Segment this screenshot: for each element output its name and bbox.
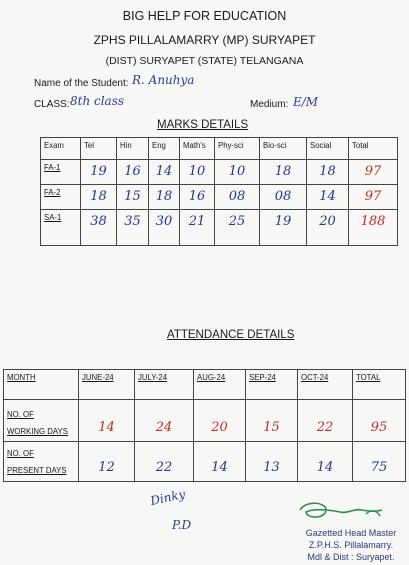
stamp-line2: Z.P.H.S. Pillalamarry. — [308, 540, 394, 550]
row-label-line1: NO. OF — [7, 449, 34, 458]
attendance-cell: 22 — [298, 400, 353, 442]
mark-cell: 15 — [117, 185, 149, 210]
row-label-present-days — [4, 442, 79, 482]
attendance-cell: 14 — [194, 442, 246, 482]
mark-cell: 16 — [180, 185, 215, 210]
mark-cell: 14 — [149, 160, 180, 185]
exam-label: FA-1 — [41, 160, 81, 185]
marks-header-row — [41, 138, 398, 160]
student-name-value: R. Anuhya — [132, 73, 195, 87]
col-header-maths: Math's — [180, 138, 215, 160]
mark-cell: 10 — [215, 160, 260, 185]
mark-cell: 35 — [117, 210, 149, 246]
exam-label: FA-2 — [41, 185, 81, 210]
row-label-line2: PRESENT DAYS — [7, 466, 67, 475]
table-row — [4, 400, 406, 442]
mark-cell: 14 — [307, 185, 349, 210]
mark-cell: 08 — [215, 185, 260, 210]
student-name-label: Name of the Student: — [34, 78, 129, 89]
col-header-physci: Phy-sci — [215, 138, 260, 160]
attendance-table — [3, 369, 406, 482]
col-header-tel: Tel — [81, 138, 117, 160]
col-header-july: JULY-24 — [135, 370, 194, 400]
parent-signature-scribble: Dinky — [149, 486, 187, 508]
medium-label: Medium: — [250, 99, 289, 110]
parent-signature — [149, 486, 192, 532]
mark-cell: 25 — [215, 210, 260, 246]
mark-cell: 19 — [260, 210, 307, 246]
col-header-exam: Exam — [41, 138, 81, 160]
medium-value: E/M — [293, 95, 319, 109]
mark-cell: 21 — [180, 210, 215, 246]
table-row — [4, 442, 406, 482]
mark-cell: 16 — [117, 160, 149, 185]
col-header-sep: SEP-24 — [246, 370, 298, 400]
col-header-june: JUNE-24 — [79, 370, 135, 400]
col-header-eng: Eng — [149, 138, 180, 160]
row-label-line1: NO. OF — [7, 410, 34, 419]
class-value: 8th class — [70, 94, 125, 108]
row-label-working-days — [4, 400, 79, 442]
stamp-line1: Gazetted Head Master — [305, 528, 397, 538]
mark-cell: 18 — [149, 185, 180, 210]
attendance-cell: 14 — [79, 400, 135, 442]
col-header-hin: Hin — [117, 138, 149, 160]
col-header-aug: AUG-24 — [194, 370, 246, 400]
school-header-line2: ZPHS PILLALAMARRY (MP) SURYAPET — [93, 33, 316, 47]
col-header-att-total: TOTAL — [353, 370, 406, 400]
mark-cell: 38 — [81, 210, 117, 246]
attendance-cell: 14 — [298, 442, 353, 482]
mark-cell: 08 — [260, 185, 307, 210]
col-header-social: Social — [307, 138, 349, 160]
attendance-cell: 13 — [246, 442, 298, 482]
attendance-cell: 24 — [135, 400, 194, 442]
table-row — [41, 160, 398, 185]
headmaster-stamp — [296, 527, 406, 563]
mark-cell: 18 — [260, 160, 307, 185]
class-label: CLASS: — [34, 99, 70, 110]
school-header-line3: (DIST) SURYAPET (STATE) TELANGANA — [105, 55, 304, 67]
mark-cell: 18 — [81, 185, 117, 210]
headmaster-signature — [296, 498, 386, 529]
mark-cell: 30 — [149, 210, 180, 246]
mark-cell: 20 — [307, 210, 349, 246]
total-cell: 97 — [349, 185, 398, 210]
row-label-line2: WORKING DAYS — [7, 427, 68, 436]
table-row — [41, 210, 398, 246]
col-header-total: Total — [349, 138, 398, 160]
total-cell: 188 — [349, 210, 398, 246]
attendance-total-cell: 75 — [353, 442, 406, 482]
col-header-oct: OCT-24 — [298, 370, 353, 400]
exam-label: SA-1 — [41, 210, 81, 246]
attendance-cell: 20 — [194, 400, 246, 442]
parent-signature-label: P.D — [172, 518, 192, 532]
school-header-line1: BIG HELP FOR EDUCATION — [122, 9, 287, 23]
stamp-line3: Mdl & Dist : Suryapet. — [307, 552, 395, 562]
attendance-cell: 22 — [135, 442, 194, 482]
mark-cell: 10 — [180, 160, 215, 185]
mark-cell: 18 — [307, 160, 349, 185]
col-header-biosci: Bio-sci — [260, 138, 307, 160]
col-header-month: MONTH — [4, 370, 79, 400]
attendance-header-row — [4, 370, 406, 400]
table-row — [41, 185, 398, 210]
mark-cell: 19 — [81, 160, 117, 185]
marks-section-title: MARKS DETAILS — [157, 119, 249, 131]
marks-table — [40, 137, 398, 246]
total-cell: 97 — [349, 160, 398, 185]
attendance-cell: 12 — [79, 442, 135, 482]
attendance-cell: 15 — [246, 400, 298, 442]
attendance-total-cell: 95 — [353, 400, 406, 442]
attendance-section-title: ATTENDANCE DETAILS — [167, 329, 295, 341]
signature-scribble-icon — [296, 498, 386, 524]
